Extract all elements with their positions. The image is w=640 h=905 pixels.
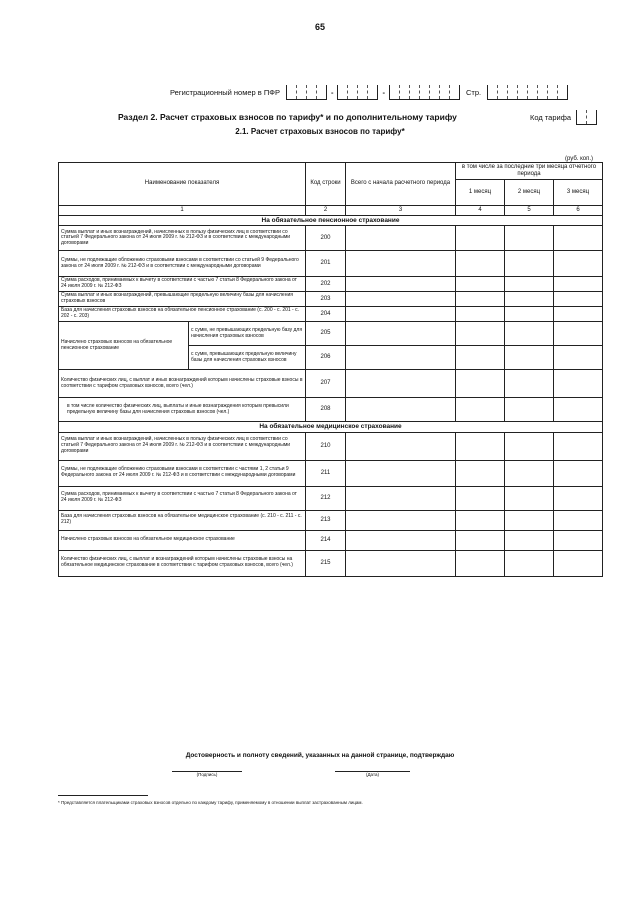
signature-caption: (Подпись) <box>196 772 218 777</box>
value-cell[interactable] <box>346 226 456 251</box>
row-name: Сумма выплат и иных вознаграждений, начисленных в пользу физических лиц в соответствии со статьей 7 Федерального закона от 24 июля 2009 г. № 212-ФЗ и в соответствии с международными договорами <box>59 226 306 251</box>
value-cell[interactable] <box>346 277 456 292</box>
value-cell[interactable] <box>505 370 554 398</box>
row-code: 202 <box>306 277 346 292</box>
header-code: Код строки <box>306 163 346 206</box>
row-code: 213 <box>306 510 346 530</box>
row-code: 203 <box>306 292 346 307</box>
value-cell[interactable] <box>456 307 505 322</box>
value-cell[interactable] <box>505 292 554 307</box>
table-row <box>59 550 603 576</box>
registration-field-1[interactable] <box>286 85 327 100</box>
table-row <box>59 460 603 486</box>
date-line[interactable] <box>335 771 410 777</box>
row-code: 208 <box>306 398 346 422</box>
row-code: 214 <box>306 530 346 550</box>
row-code: 215 <box>306 550 346 576</box>
table-row <box>59 530 603 550</box>
value-cell[interactable] <box>456 550 505 576</box>
table-row <box>59 251 603 277</box>
header-total: Всего с начала расчетного периода <box>346 163 456 206</box>
row-name: Количество физических лиц, с выплат и вознаграждений которым начислены страховые взносы на обязательное медицинское страхование в соответствии с тарифом страховых взносов, всего (чел.) <box>59 550 306 576</box>
value-cell[interactable] <box>346 530 456 550</box>
table-row <box>59 322 603 346</box>
tariff-code-field[interactable] <box>576 110 597 125</box>
value-cell[interactable] <box>456 510 505 530</box>
value-cell[interactable] <box>554 460 603 486</box>
value-cell[interactable] <box>346 292 456 307</box>
registration-label: Регистрационный номер в ПФР <box>170 88 280 97</box>
value-cell[interactable] <box>505 432 554 460</box>
value-cell[interactable] <box>456 251 505 277</box>
value-cell[interactable] <box>554 322 603 346</box>
row-name: в том числе количество физических лиц, выплаты и иные вознаграждения которым превысили предельную величину базы для начисления страховых взносов (чел.) <box>59 398 306 422</box>
row-name: Сумма расходов, принимаемых к вычету в соответствии с частью 7 статьи 8 Федерального закона от 24 июля 2009 г. № 212-ФЗ <box>59 486 306 510</box>
row-name: Начислено страховых взносов на обязательное медицинское страхование <box>59 530 306 550</box>
value-cell[interactable] <box>456 292 505 307</box>
registration-field-3[interactable] <box>389 85 460 100</box>
tariff-code <box>530 110 597 125</box>
value-cell[interactable] <box>505 307 554 322</box>
signature-line[interactable] <box>172 771 242 777</box>
value-cell[interactable] <box>554 346 603 370</box>
table-row <box>59 486 603 510</box>
table-row <box>59 307 603 322</box>
contributions-table <box>58 162 603 577</box>
value-cell[interactable] <box>505 277 554 292</box>
row-code: 211 <box>306 460 346 486</box>
value-cell[interactable] <box>505 398 554 422</box>
row-name: с сумм, не превышающих предельную базу для начисления страховых взносов <box>189 322 306 346</box>
row-name: Суммы, не подлежащие обложению страховыми взносами в соответствии со статьей 9 Федерального закона от 24 июля 2009 г. № 212-ФЗ и в соответствии с международными договорами <box>59 251 306 277</box>
value-cell[interactable] <box>554 398 603 422</box>
value-cell[interactable] <box>505 530 554 550</box>
value-cell[interactable] <box>554 486 603 510</box>
page-field[interactable] <box>487 85 568 100</box>
footnote-divider <box>58 795 148 796</box>
value-cell[interactable] <box>456 226 505 251</box>
row-name: Сумма расходов, принимаемых к вычету в соответствии с частью 7 статьи 8 Федерального закона от 24 июля 2009 г. № 212-ФЗ <box>59 277 306 292</box>
value-cell[interactable] <box>505 346 554 370</box>
value-cell[interactable] <box>505 251 554 277</box>
value-cell[interactable] <box>456 398 505 422</box>
header-month-2: 2 месяц <box>505 179 554 205</box>
value-cell[interactable] <box>346 550 456 576</box>
table-row <box>59 226 603 251</box>
value-cell[interactable] <box>554 510 603 530</box>
row-code: 206 <box>306 346 346 370</box>
section-title: Раздел 2. Расчет страховых взносов по тарифу* и по дополнительному тарифу <box>118 112 457 122</box>
tariff-code-label: Код тарифа <box>530 113 572 122</box>
value-cell[interactable] <box>505 510 554 530</box>
value-cell[interactable] <box>456 370 505 398</box>
header-name: Наименование показателя <box>59 163 306 206</box>
header-last-three: в том числе за последние три месяца отчетного периода <box>456 163 603 180</box>
footnote: * Представляется плательщиками страховых взносов отдельно по каждому тарифу, применяемому в отношении выплат застрахованным лицам. <box>58 800 363 805</box>
row-code: 204 <box>306 307 346 322</box>
row-name: Количество физических лиц, с выплат и иных вознаграждений которым начислены страховые взносы в соответствии с тарифом страховых взносов, всего (чел.) <box>59 370 306 398</box>
table-row <box>59 277 603 292</box>
value-cell[interactable] <box>505 486 554 510</box>
row-code: 205 <box>306 322 346 346</box>
date-caption: (Дата) <box>366 772 379 777</box>
row-name: База для начисления страховых взносов на обязательное пенсионное страхование (с. 200 - с. 201 - с. 202 - с. 203) <box>59 307 306 322</box>
row-code: 201 <box>306 251 346 277</box>
value-cell[interactable] <box>554 432 603 460</box>
value-cell[interactable] <box>554 307 603 322</box>
table-row <box>59 292 603 307</box>
row-name: Сумма выплат и иных вознаграждений, превышающие предельную величину базы для начисления страховых взносов <box>59 292 306 307</box>
value-cell[interactable] <box>456 486 505 510</box>
row-code: 207 <box>306 370 346 398</box>
page-label: Стр. <box>465 88 482 97</box>
value-cell[interactable] <box>346 460 456 486</box>
registration-field-2[interactable] <box>337 85 378 100</box>
value-cell[interactable] <box>554 226 603 251</box>
value-cell[interactable] <box>456 530 505 550</box>
confirmation-statement: Достоверность и полноту сведений, указанных на данной странице, подтверждаю <box>185 752 455 759</box>
row-name: с сумм, превышающих предельную величину базы для начисления страховых взносов <box>189 346 306 370</box>
column-numbers-row: 1 2 3 4 5 6 <box>59 205 603 215</box>
value-cell[interactable] <box>346 370 456 398</box>
table-row <box>59 432 603 460</box>
value-cell[interactable] <box>505 322 554 346</box>
value-cell[interactable] <box>346 432 456 460</box>
value-cell[interactable] <box>456 460 505 486</box>
row-code: 210 <box>306 432 346 460</box>
value-cell[interactable] <box>346 322 456 346</box>
subsection-title: 2.1. Расчет страховых взносов по тарифу* <box>235 127 405 136</box>
value-cell[interactable] <box>554 550 603 576</box>
page-number: 65 <box>314 22 325 32</box>
value-cell[interactable] <box>346 346 456 370</box>
value-cell[interactable] <box>346 510 456 530</box>
header-month-3: 3 месяц <box>554 179 603 205</box>
row-name: База для начисления страховых взносов на обязательное медицинское страхование (с. 210 - с. 211 - с. 212) <box>59 510 306 530</box>
value-cell[interactable] <box>554 277 603 292</box>
value-cell[interactable] <box>554 370 603 398</box>
unit-label: (руб. коп.) <box>565 156 594 162</box>
row-group-name: Начислено страховых взносов на обязательное пенсионное страхование <box>59 322 189 370</box>
row-code: 200 <box>306 226 346 251</box>
value-cell[interactable] <box>456 277 505 292</box>
table-row <box>59 370 603 398</box>
value-cell[interactable] <box>456 346 505 370</box>
value-cell[interactable] <box>554 251 603 277</box>
value-cell[interactable] <box>456 432 505 460</box>
pension-section-title: На обязательное пенсионное страхование <box>59 215 603 225</box>
value-cell[interactable] <box>456 322 505 346</box>
value-cell[interactable] <box>505 460 554 486</box>
medical-section-title: На обязательное медицинское страхование <box>59 422 603 432</box>
value-cell[interactable] <box>554 292 603 307</box>
row-code: 212 <box>306 486 346 510</box>
value-cell[interactable] <box>346 251 456 277</box>
value-cell[interactable] <box>505 550 554 576</box>
value-cell[interactable] <box>554 530 603 550</box>
row-name: Суммы, не подлежащие обложению страховыми взносами в соответствии с частями 1, 2 статьи 9 Федерального закона от 24 июля 2009 г. № 212-ФЗ и в соответствии с международными договорами <box>59 460 306 486</box>
value-cell[interactable] <box>346 307 456 322</box>
value-cell[interactable] <box>346 486 456 510</box>
header-month-1: 1 месяц <box>456 179 505 205</box>
row-name: Сумма выплат и иных вознаграждений, начисленных в пользу физических лиц в соответствии со статьей 7 Федерального закона от 24 июля 2009 г. № 212-ФЗ и в соответствии с международными договорами <box>59 432 306 460</box>
table-row <box>59 510 603 530</box>
value-cell[interactable] <box>346 398 456 422</box>
table-row <box>59 398 603 422</box>
registration-row: Регистрационный номер в ПФР - - Стр. <box>170 85 568 100</box>
value-cell[interactable] <box>505 226 554 251</box>
